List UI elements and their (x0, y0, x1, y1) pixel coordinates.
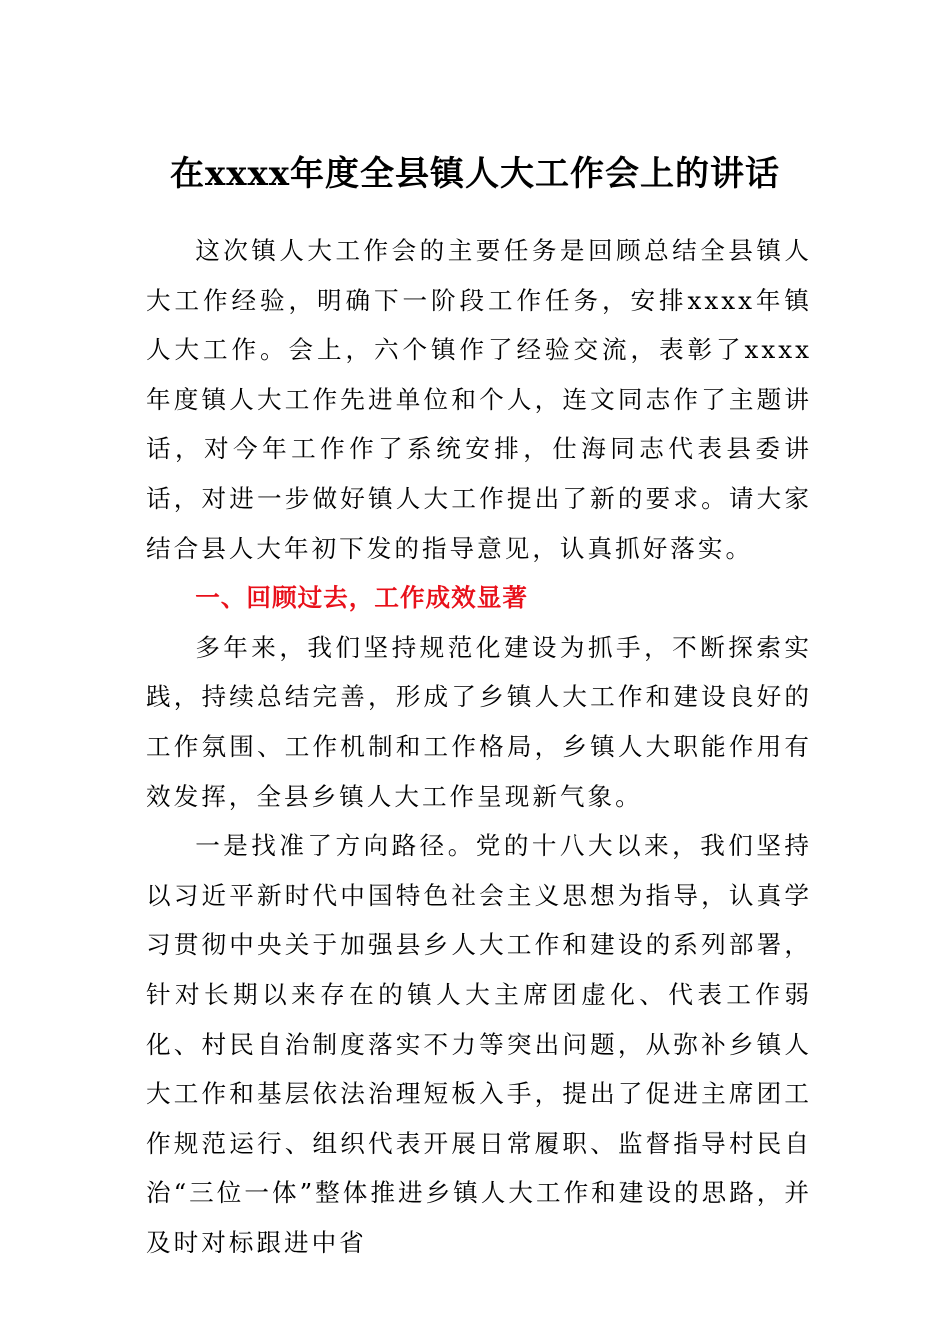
document-body (146, 226, 812, 1267)
document-title: 在xxxx年度全县镇人大工作会上的讲话 (169, 154, 781, 194)
section-heading: 一、回顾过去，工作成效显著 (195, 583, 528, 613)
section-paragraph-2: 一是找准了方向路径。党的十八大以来，我们坚持以习近平新时代中国特色社会主义思想为指导，认真学习贯彻中央关于加强县乡人大工作和建设的系列部署，针对长期以来存在的镇人大主席团虚化、代表工作弱化、村民自治制度落实不力等突出问题，从弥补乡镇人大工作和基层依法治理短板入手，提出了促进主席团工作规范运行、组织代表开展日常履职、监督指导村民自治“三位一体”整体推进乡镇人大工作和建设的思路，并及时对标跟进中省 (146, 831, 812, 1257)
intro-paragraph: 这次镇人大工作会的主要任务是回顾总结全县镇人大工作经验，明确下一阶段工作任务，安排xxxx年镇人大工作。会上，六个镇作了经验交流，表彰了xxxx年度镇人大工作先进单位和个人，连文同志作了主题讲话，对今年工作作了系统安排，仕海同志代表县委讲话，对进一步做好镇人大工作提出了新的要求。请大家结合县人大年初下发的指导意见，认真抓好落实。 (146, 236, 812, 563)
section-paragraph-1: 多年来，我们坚持规范化建设为抓手，不断探索实践，持续总结完善，形成了乡镇人大工作和建设良好的工作氛围、工作机制和工作格局，乡镇人大职能作用有效发挥，全县乡镇人大工作呈现新气象。 (146, 632, 812, 811)
